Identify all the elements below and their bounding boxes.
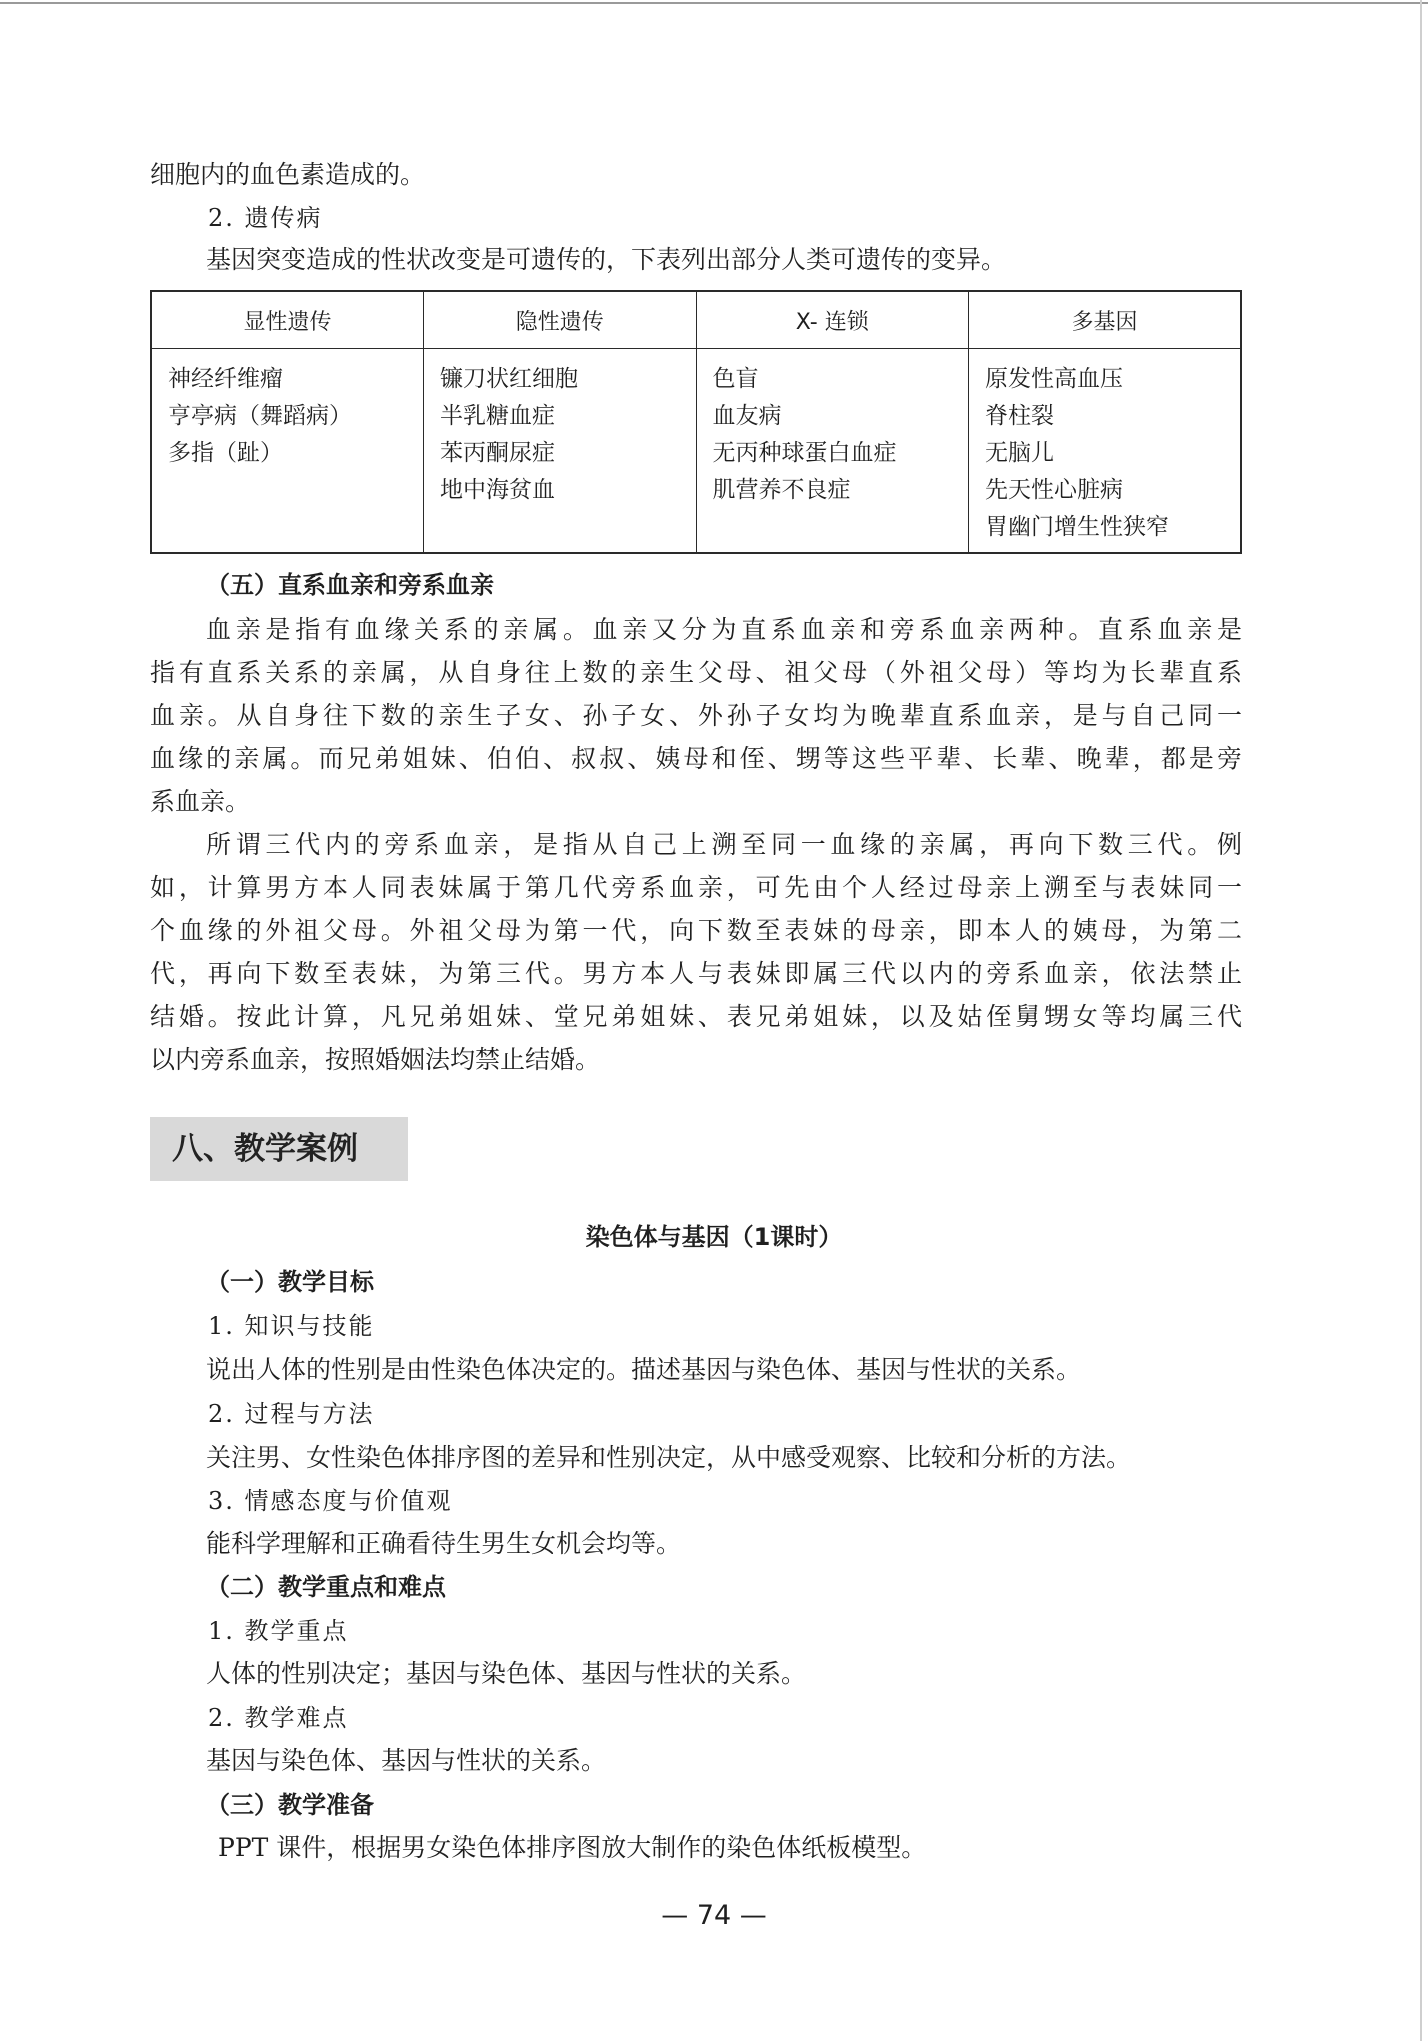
table-cell — [696, 349, 969, 554]
paragraph-line: 能科学理解和正确看待生男生女机会均等。 — [206, 1529, 682, 1558]
table-cell — [151, 349, 424, 554]
section-heading: （三）教学准备 — [206, 1791, 374, 1819]
paragraph-line: 说出人体的性别是由性染色体决定的。描述基因与染色体、基因与性状的关系。 — [206, 1355, 1082, 1384]
table-cell — [424, 349, 697, 554]
table-row — [151, 349, 1241, 554]
subsection-heading: 2. 教学难点 — [208, 1704, 349, 1732]
paragraph-line: 血缘的亲属。而兄弟姐妹、伯伯、叔叔、姨母和侄、甥等这些平辈、长辈、晚辈，都是旁 — [150, 744, 1242, 773]
lesson-title: 染色体与基因（1课时） — [585, 1223, 843, 1251]
disease-item: 亨亭病（舞蹈病） — [168, 403, 352, 429]
scan-top-edge — [0, 2, 1428, 4]
section-banner — [150, 1117, 408, 1181]
paragraph-line: 细胞内的血色素造成的。 — [150, 160, 426, 189]
section-heading: （五）直系血亲和旁系血亲 — [206, 571, 494, 599]
page-number: — 74 — — [661, 1900, 767, 1931]
paragraph-line: 基因突变造成的性状改变是可遗传的，下表列出部分人类可遗传的变异。 — [206, 245, 1007, 274]
subsection-heading: 1. 教学重点 — [208, 1617, 349, 1645]
genetic-disease-table — [150, 290, 1242, 554]
table-header-cell: 隐性遗传 — [424, 291, 697, 349]
section-heading: （一）教学目标 — [206, 1268, 374, 1296]
section-heading: （二）教学重点和难点 — [206, 1573, 446, 1601]
disease-item: 血友病 — [712, 403, 782, 429]
disease-item: 神经纤维瘤 — [168, 366, 283, 392]
paragraph-line: 个血缘的外祖父母。外祖父母为第一代，向下数至表妹的母亲，即本人的姨母，为第二 — [150, 916, 1242, 945]
paragraph-line: 以内旁系血亲，按照婚姻法均禁止结婚。 — [150, 1045, 601, 1074]
paragraph-line: 血亲是指有血缘关系的亲属。血亲又分为直系血亲和旁系血亲两种。直系血亲是 — [206, 615, 1242, 644]
disease-item: 无丙种球蛋白血症 — [712, 440, 897, 466]
paragraph-line: 关注男、女性染色体排序图的差异和性别决定，从中感受观察、比较和分析的方法。 — [206, 1443, 1132, 1472]
subsection-heading: 2. 遗传病 — [208, 204, 323, 232]
paragraph-line: 基因与染色体、基因与性状的关系。 — [206, 1746, 607, 1775]
table-header-cell: 显性遗传 — [151, 291, 424, 349]
paragraph-line: PPT 课件，根据男女染色体排序图放大制作的染色体纸板模型。 — [218, 1833, 927, 1862]
disease-item: 苯丙酮尿症 — [440, 440, 555, 466]
subsection-heading: 3. 情感态度与价值观 — [208, 1487, 453, 1515]
paragraph-line: 指有直系关系的亲属，从自身往上数的亲生父母、祖父母（外祖父母）等均为长辈直系 — [150, 658, 1242, 687]
paragraph-line: 血亲。从自身往下数的亲生子女、孙子女、外孙子女均为晚辈直系血亲，是与自己同一 — [150, 701, 1242, 730]
disease-item: 半乳糖血症 — [440, 403, 555, 429]
table-header-cell: 多基因 — [969, 291, 1242, 349]
disease-item: 镰刀状红细胞 — [440, 366, 578, 392]
disease-item: 地中海贫血 — [440, 477, 555, 503]
paragraph-line: 代，再向下数至表妹，为第三代。男方本人与表妹即属三代以内的旁系血亲，依法禁止 — [150, 959, 1242, 988]
disease-item: 多指（趾） — [168, 440, 283, 466]
paragraph-line: 所谓三代内的旁系血亲，是指从自己上溯至同一血缘的亲属，再向下数三代。例 — [206, 830, 1242, 859]
disease-item: 无脑儿 — [985, 440, 1054, 466]
paragraph-line: 结婚。按此计算，凡兄弟姐妹、堂兄弟姐妹、表兄弟姐妹，以及姑侄舅甥女等均属三代 — [150, 1002, 1242, 1031]
section-title: 八、教学案例 — [172, 1131, 358, 1167]
paragraph-line: 如，计算男方本人同表妹属于第几代旁系血亲，可先由个人经过母亲上溯至与表妹同一 — [150, 873, 1242, 902]
table-header-row — [151, 291, 1241, 349]
disease-item: 色盲 — [712, 366, 759, 392]
table-cell — [969, 349, 1242, 554]
disease-item: 先天性心脏病 — [985, 477, 1123, 503]
disease-item: 脊柱裂 — [985, 403, 1054, 429]
paragraph-line: 系血亲。 — [150, 787, 251, 816]
paragraph-line: 人体的性别决定；基因与染色体、基因与性状的关系。 — [206, 1659, 807, 1688]
subsection-heading: 2. 过程与方法 — [208, 1400, 375, 1428]
disease-item: 肌营养不良症 — [712, 477, 851, 503]
scan-right-edge — [1420, 0, 1422, 2041]
disease-item: 胃幽门增生性狭窄 — [985, 514, 1169, 540]
subsection-heading: 1. 知识与技能 — [208, 1312, 375, 1340]
table-header-cell: X- 连锁 — [696, 291, 969, 349]
disease-item: 原发性高血压 — [985, 366, 1123, 392]
